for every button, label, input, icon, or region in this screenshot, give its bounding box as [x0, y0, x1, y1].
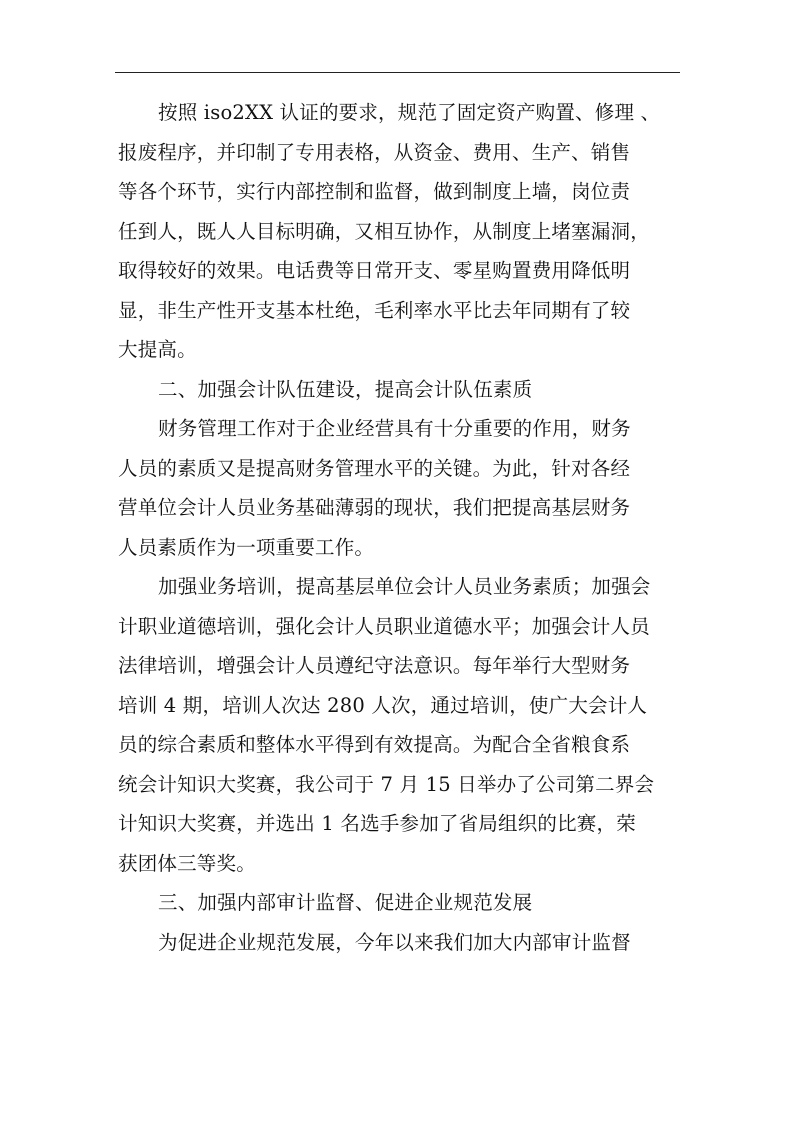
document-body	[118, 93, 678, 962]
text-line: 报废程序，并印制了专用表格，从资金、费用、生产、销售	[118, 140, 631, 164]
text-line: 计职业道德培训，强化会计人员职业道德水平；加强会计人员	[118, 614, 650, 638]
text-line: 财务管理工作对于企业经营具有十分重要的作用，财务	[158, 417, 631, 440]
text-line: 员的综合素质和整体水平得到有效提高。为配合全省粮食系	[118, 733, 631, 756]
text-line: 任到人，既人人目标明确，又相互协作，从制度上堵塞漏洞，	[118, 219, 650, 243]
text-line: 人员的素质又是提高财务管理水平的关键。为此，针对各经	[118, 456, 631, 480]
text-line: 显，非生产性开支基本杜绝，毛利率水平比去年同期有了较	[118, 298, 631, 322]
section-heading: 二、加强会计队伍建设，提高会计队伍素质	[158, 377, 533, 401]
text-line: 人员素质作为一项重要工作。	[118, 535, 375, 559]
text-line: 加强业务培训，提高基层单位会计人员业务素质；加强会	[158, 575, 651, 598]
text-line: 等各个环节，实行内部控制和监督，做到制度上墙，岗位责	[118, 180, 631, 203]
text-line: 大提高。	[118, 338, 197, 361]
text-line: 为促进企业规范发展，今年以来我们加大内部审计监督	[158, 930, 631, 954]
text-line: 法律培训，增强会计人员遵纪守法意识。每年举行大型财务	[118, 654, 631, 677]
header-rule	[115, 72, 680, 73]
text-line: 计知识大奖赛，并选出 1 名选手参加了省局组织的比赛，荣	[118, 812, 636, 835]
section-heading: 三、加强内部审计监督、促进企业规范发展	[158, 891, 533, 914]
text-line: 按照 iso2XX 认证的要求，规范了固定资产购置、修理 、	[158, 101, 661, 124]
text-line: 培训 4 期，培训人次达 280 人次，通过培训，使广大会计人	[118, 693, 648, 717]
text-line: 取得较好的效果。电话费等日常开支、零星购置费用降低明	[118, 259, 631, 282]
text-line: 统会计知识大奖赛，我公司于 7 月 15 日举办了公司第二界会	[118, 772, 655, 796]
text-line: 获团体三等奖。	[118, 851, 256, 875]
text-line: 营单位会计人员业务基础薄弱的现状，我们把提高基层财务	[118, 496, 631, 519]
